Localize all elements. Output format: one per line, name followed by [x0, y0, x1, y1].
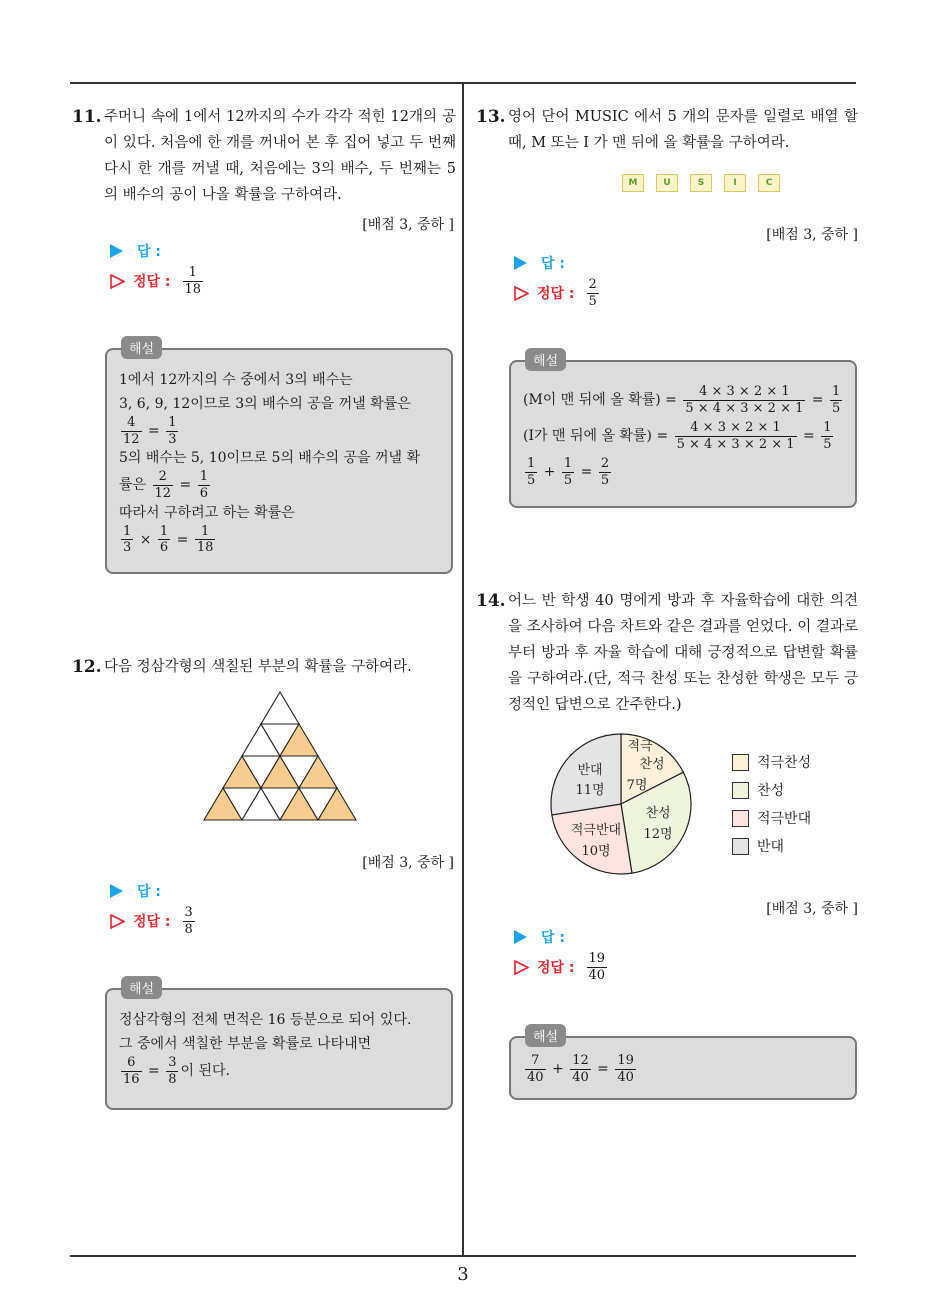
explanation-content: $\frac{7}{40}$ + $\frac{12}{40}$ = $\frac{19}{40}$ [527, 1053, 634, 1085]
explanation-content: 정삼각형의 전체 면적은 16 등분으로 되어 있다. 그 중에서 색칠한 부분을 확률로 나타내면 $\frac{6}{16}$ = $\frac{3}{8}$ 이 된다. [119, 1012, 412, 1087]
letter-tile: U [656, 174, 678, 192]
correct-arrow-icon [110, 914, 125, 929]
slice-label-oppose: 반대 [577, 763, 603, 778]
answer-label[interactable]: 답 : [541, 256, 565, 272]
slice-count-oppose: 11명 [575, 783, 605, 798]
question-14 [476, 588, 858, 718]
question-text: 영어 단어 MUSIC 에서 5 개의 문자를 일렬로 배열 할 때, M 또는 I 가 맨 뒤에 올 확률을 구하여라. [508, 109, 858, 151]
answer-12 [110, 878, 197, 937]
answer-14 [514, 924, 609, 983]
question-text: 주머니 속에 1에서 12까지의 수가 각각 적힌 12개의 공이 있다. 처음에 한 개를 꺼내어 본 후 집어 넣고 두 번째 다시 한 개를 꺼낼 때, 처음에는 3의 배수, 두 번째는 5의 배수의 공이 나올 확률을 구하여라. [104, 109, 456, 203]
column-divider [462, 82, 464, 1256]
answer-arrow-icon [110, 884, 123, 898]
legend-swatch [732, 782, 749, 799]
correct-value: $\frac{3}{8}$ [184, 904, 193, 937]
music-letters [622, 174, 780, 192]
legend-swatch [732, 754, 749, 771]
correct-arrow-icon [514, 960, 529, 975]
legend-item-strong-oppose: 적극반대 [732, 804, 811, 832]
correct-arrow-icon [110, 274, 125, 289]
page-number: 3 [457, 1264, 469, 1285]
slice-count-agree: 12명 [643, 827, 673, 842]
question-11 [72, 104, 456, 208]
slice-label-strong-agree-2: 찬성 [639, 757, 665, 772]
points-13: [배점 3, 중하 ] [766, 227, 858, 243]
explanation-content: (M이 맨 뒤에 올 확률) = $\frac{4 \times 3 \times 2 \times 1}{5 \times 4 \times 3 \times 2 \times 1}$ = $\frac{1}{5}$ (I가 맨 뒤에 올 확률) = $\frac{4 \times 3 \times 2 \times 1}{5 \times 4 \times 3 \times 2 \times 1}$ = $\frac{1}{5}$ $\frac{1}{5}$ + $\frac{1}{5}$ = $\frac{2}{5}$ [523, 383, 841, 488]
answer-13 [514, 250, 601, 309]
answer-arrow-icon [110, 244, 123, 258]
slice-label-strong-agree: 적극 [627, 739, 653, 754]
correct-value: $\frac{19}{40}$ [588, 950, 606, 983]
answer-arrow-icon [514, 256, 527, 270]
answer-arrow-icon [514, 930, 527, 944]
legend-item-strong-agree: 적극찬성 [732, 748, 811, 776]
explanation-box-14 [509, 1030, 857, 1100]
letter-tile: C [758, 174, 780, 192]
correct-arrow-icon [514, 286, 529, 301]
legend-swatch [732, 838, 749, 855]
points-12: [배점 3, 중하 ] [362, 855, 454, 871]
legend-item-agree: 찬성 [732, 776, 811, 804]
slice-label-agree: 찬성 [645, 806, 671, 821]
question-text: 어느 반 학생 40 명에게 방과 후 자율학습에 대한 의견을 조사하여 다음 차트와 같은 결과를 얻었다. 이 결과로부터 방과 후 자율 학습에 대해 긍정적으로 답변할 확률을 구하여라.(단, 적극 찬성 또는 찬성한 학생은 모두 긍정적인 답변으로 간주한다.) [508, 593, 858, 713]
question-number: 11. [72, 107, 102, 127]
triangle-figure [198, 688, 362, 828]
letter-tile: I [724, 174, 746, 192]
explanation-tag: 해설 [121, 976, 162, 999]
letter-tile: M [622, 174, 644, 192]
explanation-tag: 해설 [121, 336, 162, 359]
question-13 [476, 104, 858, 156]
answer-label[interactable]: 답 : [137, 884, 161, 900]
question-number: 14. [476, 591, 506, 611]
correct-value: $\frac{1}{18}$ [184, 264, 202, 297]
correct-label: 정답 : [537, 960, 575, 976]
letter-tile: S [690, 174, 712, 192]
correct-label: 정답 : [133, 914, 171, 930]
explanation-box-11 [105, 342, 453, 574]
legend-item-oppose: 반대 [732, 832, 811, 860]
correct-label: 정답 : [133, 274, 171, 290]
question-12 [72, 654, 456, 680]
slice-count-strong-agree: 7명 [626, 778, 648, 793]
explanation-box-13 [509, 354, 857, 508]
points-11: [배점 3, 중하 ] [362, 217, 454, 233]
bottom-rule [70, 1255, 856, 1257]
explanation-tag: 해설 [525, 1024, 566, 1047]
explanation-content: 1에서 12까지의 수 중에서 3의 배수는 3, 6, 9, 12이므로 3의 배수의 공을 꺼낼 확률은 $\frac{4}{12}$ = $\frac{1}{3}$ 5의 배수는 5, 10이므로 5의 배수의 공을 꺼낼 확 률은 $\frac{2}{12}$ = $\frac{1}{6}$ 따라서 구하려고 하는 확률은 $\frac{1}{3}$ × $\frac{1}{6}$ = $\frac{1}{18}$ [119, 372, 420, 556]
question-number: 12. [72, 657, 102, 677]
correct-value: $\frac{2}{5}$ [588, 276, 597, 309]
slice-strong-oppose [552, 804, 632, 874]
answer-label[interactable]: 답 : [137, 244, 161, 260]
explanation-tag: 해설 [525, 348, 566, 371]
pie-chart [548, 728, 694, 880]
legend-swatch [732, 810, 749, 827]
answer-label[interactable]: 답 : [541, 930, 565, 946]
question-number: 13. [476, 107, 506, 127]
answer-11 [110, 238, 205, 297]
question-text: 다음 정삼각형의 색칠된 부분의 확률을 구하여라. [104, 659, 412, 675]
slice-label-strong-oppose: 적극반대 [570, 823, 622, 838]
explanation-box-12 [105, 982, 453, 1110]
correct-label: 정답 : [537, 286, 575, 302]
slice-count-strong-oppose: 10명 [581, 844, 611, 859]
points-14: [배점 3, 중하 ] [766, 901, 858, 917]
pie-legend [732, 748, 811, 860]
